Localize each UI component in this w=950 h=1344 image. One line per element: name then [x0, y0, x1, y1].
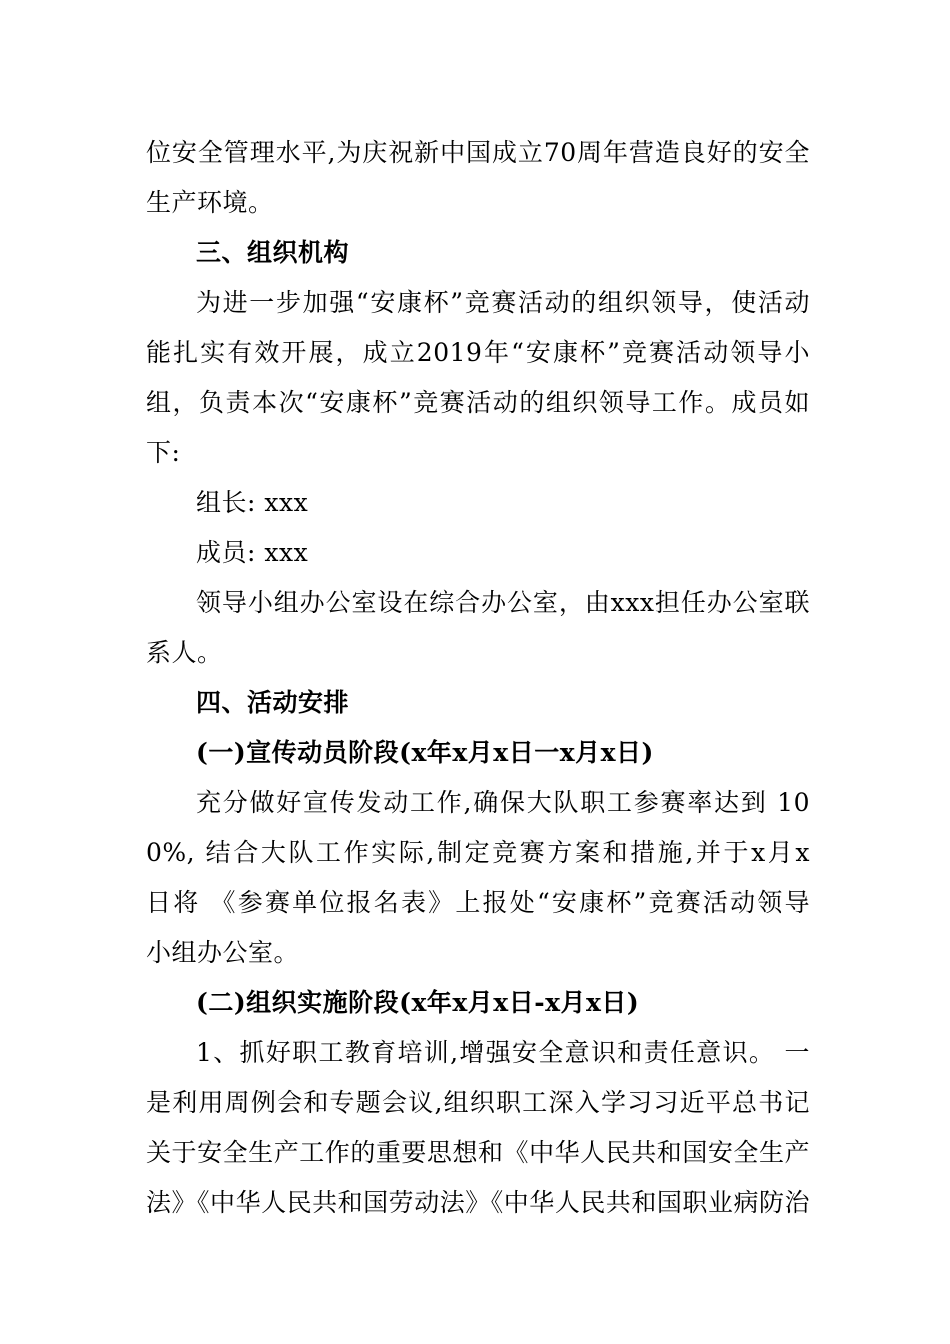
- paragraph-line: 能扎实有效开展，成立2019年“安康杯”竞赛活动领导小: [146, 338, 810, 367]
- paragraph-line: 是利用周例会和专题会议,组织职工深入学习习近平总书记: [146, 1088, 810, 1117]
- member-line: 成员: xxx: [196, 538, 309, 567]
- paragraph-line: 位安全管理水平,为庆祝新中国成立70周年营造良好的安全: [146, 138, 810, 167]
- paragraph-line: 生产环境。: [146, 188, 274, 217]
- paragraph-line: 充分做好宣传发动工作,确保大队职工参赛率达到 10: [196, 788, 810, 817]
- paragraph-line: 为进一步加强“安康杯”竞赛活动的组织领导，使活动: [196, 288, 810, 317]
- paragraph-line: 1、抓好职工教育培训,增强安全意识和责任意识。 一: [196, 1038, 810, 1067]
- member-line: 组长: xxx: [196, 488, 309, 517]
- paragraph-line: 组，负责本次“安康杯”竞赛活动的组织领导工作。成员如: [146, 388, 810, 417]
- paragraph-line: 领导小组办公室设在综合办公室，由xxx担任办公室联: [196, 588, 810, 617]
- paragraph-line: 法》《中华人民共和国劳动法》《中华人民共和国职业病防治: [146, 1188, 810, 1217]
- document-page: [146, 128, 810, 1228]
- paragraph-line: 下:: [146, 438, 181, 467]
- section-heading: 四、活动安排: [196, 688, 350, 717]
- paragraph-line: 系人。: [146, 638, 223, 667]
- subsection-heading: (二)组织实施阶段(x年x月x日-x月x日): [196, 988, 640, 1017]
- paragraph-line: 日将 《参赛单位报名表》上报处“安康杯”竞赛活动领导: [146, 888, 810, 917]
- paragraph-line: 关于安全生产工作的重要思想和《中华人民共和国安全生产: [146, 1138, 810, 1167]
- subsection-heading: (一)宣传动员阶段(x年x月x日一x月x日): [196, 738, 654, 767]
- paragraph-line: 小组办公室。: [146, 938, 300, 967]
- paragraph-line: 0%, 结合大队工作实际,制定竞赛方案和措施,并于x月x: [146, 838, 810, 867]
- section-heading: 三、组织机构: [196, 238, 350, 267]
